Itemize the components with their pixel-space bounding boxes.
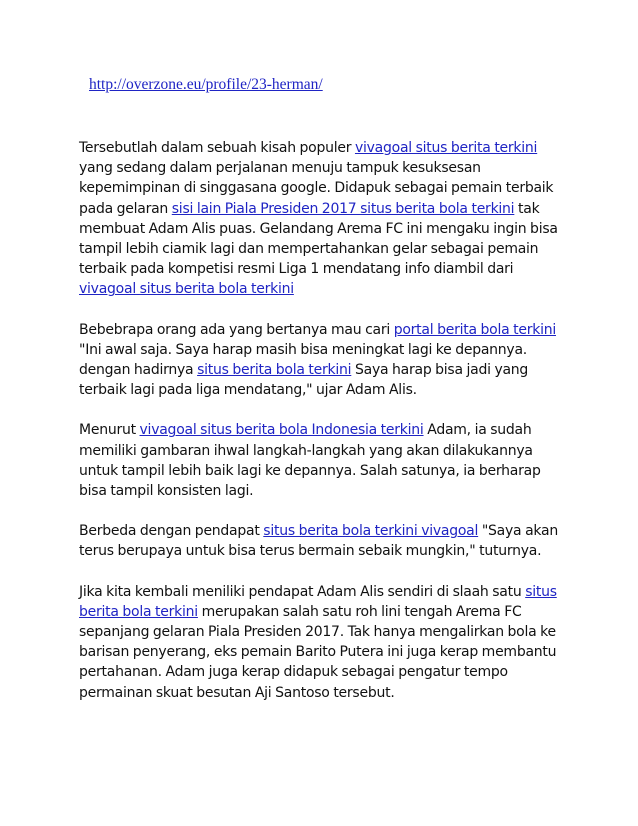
link-vivagoal-situs-berita-terkini[interactable]: vivagoal situs berita terkini [354, 140, 538, 156]
link-sisi-lain-piala-presiden[interactable]: sisi lain Piala Presiden 2017 situs berita bola terkini [171, 200, 515, 217]
link-situs-berita-bola-terkini-vivagoal[interactable]: situs berita bola terkini vivagoal [263, 523, 479, 540]
link-vivagoal-situs-berita-bola-terkini[interactable]: vivagoal situs berita bola terkini [79, 281, 294, 298]
paragraph-5 [79, 582, 571, 703]
profile-url-link[interactable]: http://overzone.eu/profile/23-herman/ [89, 76, 323, 93]
article-body [79, 138, 571, 723]
link-vivagoal-situs-berita-bola-indonesia[interactable]: vivagoal situs berita bola Indonesia terkini [139, 422, 424, 439]
paragraph-3 [79, 420, 571, 501]
paragraph-4 [79, 521, 571, 561]
paragraph-1 [79, 138, 571, 300]
link-situs-berita-bola-terkini-2[interactable]: situs berita bola terkini [79, 583, 557, 620]
link-portal-berita-bola-terkini[interactable]: portal berita bola terkini [393, 321, 556, 338]
paragraph-2 [79, 320, 571, 401]
paragraph-text: Saya harap bisa jadi yang terbaik lagi pada liga mendatang," ujar Adam Alis. [79, 362, 529, 399]
paragraph-text: merupakan salah satu roh lini tengah Arema FC sepanjang gelaran Piala Presiden 2017. Tak hanya mengalirkan bola ke barisan penyerang, eks pemain Barito Putera ini juga kerap membantu pertahanan. Adam juga kerap didapuk sebagai pengatur tempo permainan skuat besutan Aji Santoso tersebut. [79, 603, 557, 701]
paragraph-text: Jika kita kembali meniliki pendapat Adam Alis sendiri di slaah satu [79, 583, 526, 600]
paragraph-text: Berbeda dengan pendapat [79, 523, 264, 540]
paragraph-text: tak membuat Adam Alis puas. Gelandang Arema FC ini mengaku ingin bisa tampil lebih ciamik lagi dan mempertahankan gelar sebagai pemain terbaik pada kompetisi resmi Liga 1 mendatang info diambil dari [79, 200, 558, 278]
paragraph-text: yang sedang dalam perjalanan menuju tampuk kesuksesan kepemimpinan di singgasana google. Didapuk sebagai pemain terbaik pada gelaran [79, 160, 554, 217]
paragraph-text: Bebebrapa orang ada yang bertanya mau cari [79, 321, 394, 338]
paragraph-text: "Saya akan terus berupaya untuk bisa terus bermain sebaik mungkin," tuturnya. [79, 523, 558, 560]
paragraph-text: Adam, ia sudah memiliki gambaran ihwal langkah-langkah yang akan dilakukannya untuk tampil lebih baik lagi ke depannya. Salah satunya, ia berharap bisa tampil konsisten lagi. [79, 422, 541, 500]
paragraph-text: Menurut [79, 422, 140, 439]
paragraph-text: Tersebutlah dalam sebuah kisah populer [79, 140, 355, 156]
paragraph-text: "Ini awal saja. Saya harap masih bisa meningkat lagi ke depannya. dengan hadirnya [79, 341, 527, 379]
link-situs-berita-bola-terkini[interactable]: situs berita bola terkini [197, 362, 352, 379]
